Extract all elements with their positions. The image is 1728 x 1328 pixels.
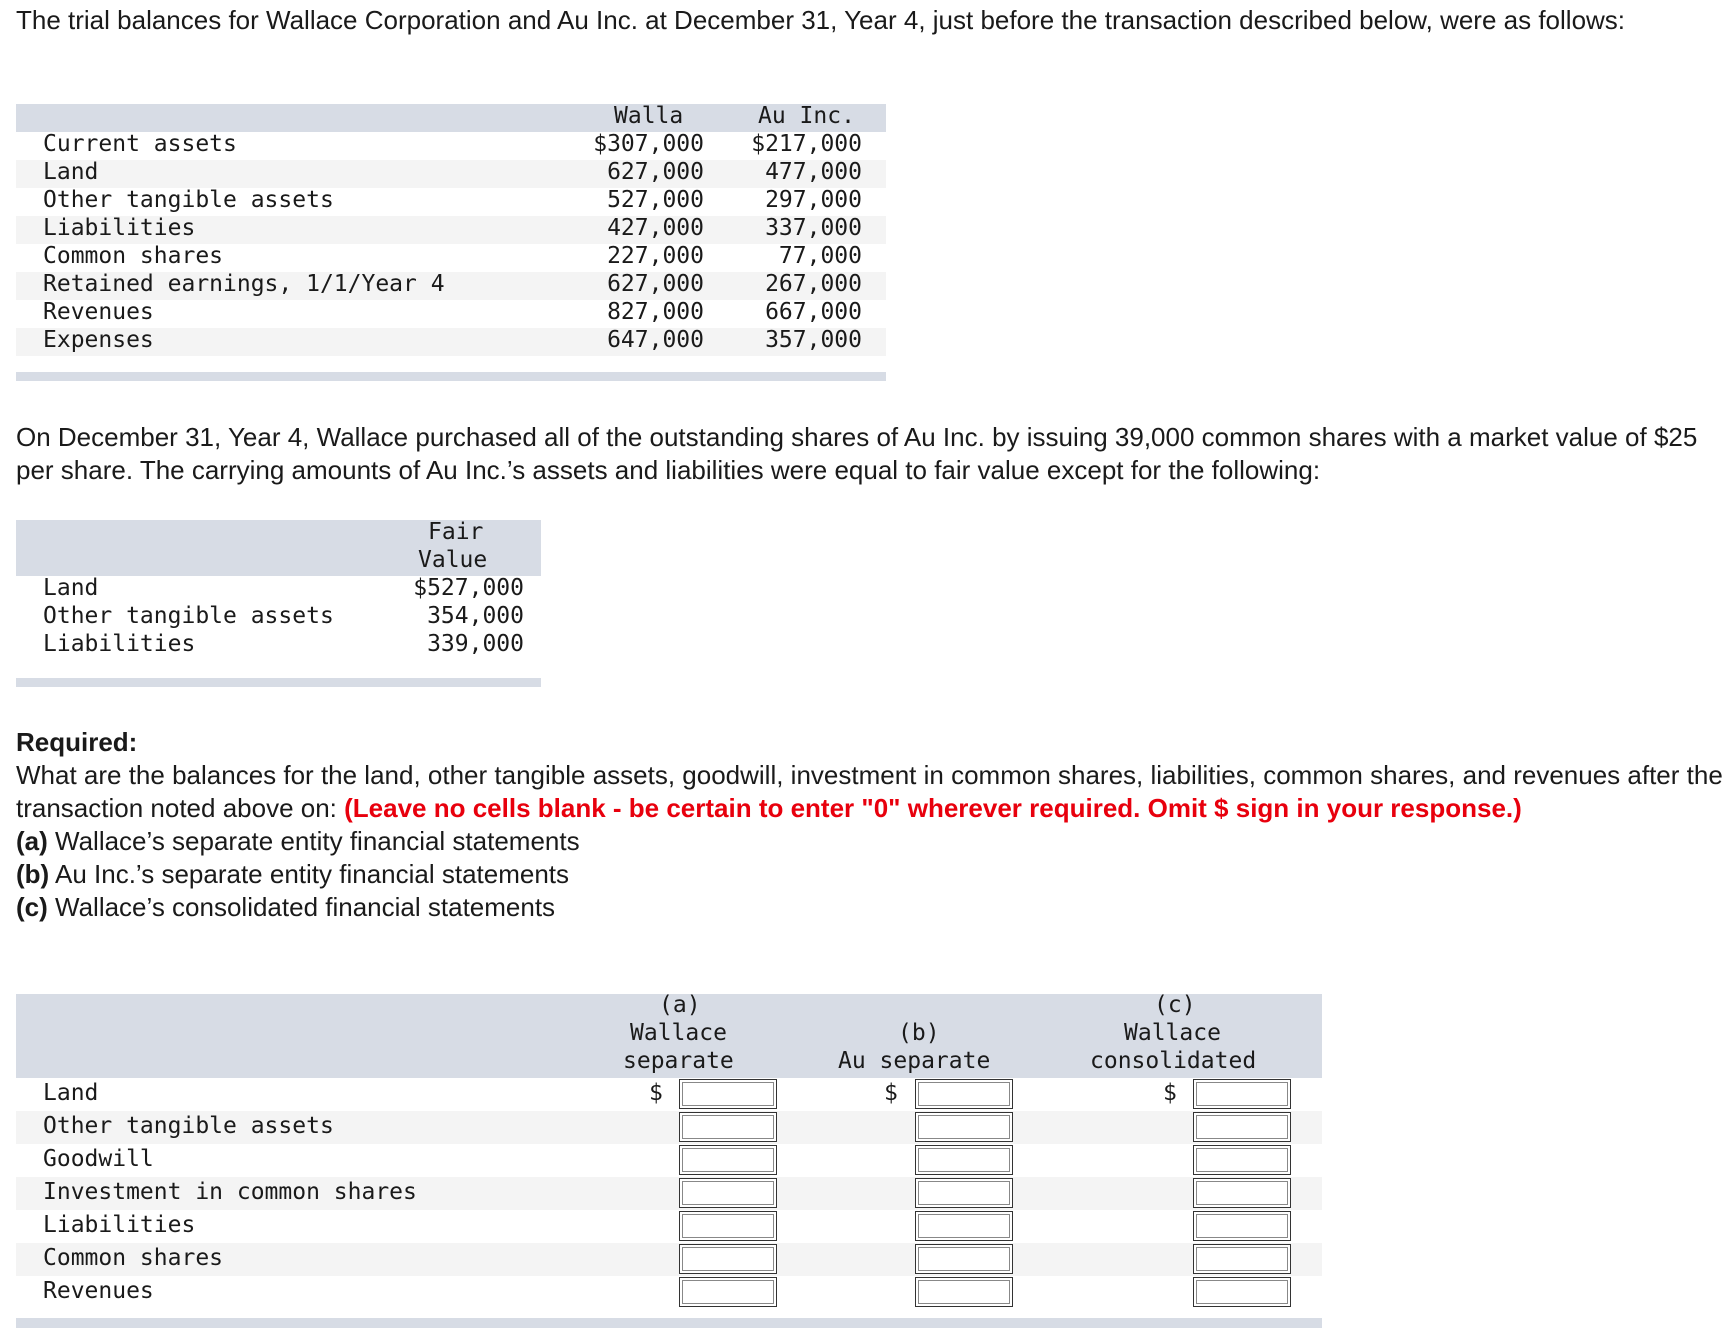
au-value: 477,000 (765, 159, 862, 185)
table-row (16, 1078, 1322, 1111)
input-c-liabilities[interactable] (1193, 1211, 1291, 1241)
purchase-text: On December 31, Year 4, Wallace purchased all of the outstanding shares of Au Inc. by issuing 39,000 common shares with a market value of $25 per share. The carrying amounts of Au Inc.’s assets and liabilities were equal to fair value except for the following: (16, 422, 1698, 485)
input-a-liabilities[interactable] (679, 1211, 777, 1241)
input-b-investment-in-common-shares[interactable] (915, 1178, 1013, 1208)
input-field-border (1196, 1082, 1288, 1106)
input-b-liabilities[interactable] (915, 1211, 1013, 1241)
row-label: Liabilities (43, 1212, 196, 1238)
input-field-border (1196, 1280, 1288, 1304)
input-a-land[interactable] (679, 1079, 777, 1109)
column-header-au: Au Inc. (758, 103, 855, 129)
fair-value-table (16, 520, 541, 687)
au-value: 357,000 (765, 327, 862, 353)
input-a-revenues[interactable] (679, 1277, 777, 1307)
column-header-wallace: Walla (614, 103, 684, 129)
row-label: Other tangible assets (43, 603, 334, 629)
row-label: Liabilities (43, 631, 196, 657)
wallace-value: 647,000 (607, 327, 704, 353)
input-c-investment-in-common-shares[interactable] (1193, 1178, 1291, 1208)
input-c-common-shares[interactable] (1193, 1244, 1291, 1274)
required-part-a: (a) Wallace’s separate entity financial statements (16, 826, 580, 856)
col-a-header-1: (a) (659, 992, 701, 1018)
required-part-c: (c) Wallace’s consolidated financial statements (16, 892, 556, 922)
dollar-sign: $ (884, 1080, 898, 1106)
wallace-value: 627,000 (607, 159, 704, 185)
answer-table (16, 994, 1322, 1328)
au-value: 337,000 (765, 215, 862, 241)
row-label: Current assets (43, 131, 237, 157)
input-b-land[interactable] (915, 1079, 1013, 1109)
input-b-revenues[interactable] (915, 1277, 1013, 1307)
input-field-border (918, 1148, 1010, 1172)
required-heading: Required: (16, 727, 138, 757)
dollar-sign: $ (1163, 1080, 1177, 1106)
input-field-border (918, 1082, 1010, 1106)
col-b-header-2: Au separate (838, 1048, 991, 1074)
row-label: Land (43, 1080, 99, 1106)
table-row (16, 1144, 1322, 1177)
row-label: Land (43, 575, 99, 601)
col-a-header-3: separate (623, 1048, 734, 1074)
row-label: Common shares (43, 243, 224, 269)
dollar-sign: $ (649, 1080, 663, 1106)
input-field-border (918, 1247, 1010, 1271)
input-field-border (918, 1115, 1010, 1139)
input-field-border (682, 1115, 774, 1139)
input-c-land[interactable] (1193, 1079, 1291, 1109)
trial-balance-table (16, 104, 886, 381)
wallace-value: 227,000 (607, 243, 704, 269)
wallace-value: 827,000 (607, 299, 704, 325)
table-row (16, 1210, 1322, 1243)
row-label: Common shares (43, 1245, 224, 1271)
row-label: Liabilities (43, 215, 196, 241)
input-field-border (1196, 1115, 1288, 1139)
table-footer-bar (16, 678, 541, 687)
input-field-border (918, 1280, 1010, 1304)
input-field-border (918, 1214, 1010, 1238)
row-label: Revenues (43, 299, 154, 325)
input-field-border (682, 1280, 774, 1304)
required-section (16, 726, 1728, 924)
input-a-investment-in-common-shares[interactable] (679, 1178, 777, 1208)
row-label: Other tangible assets (43, 1113, 334, 1139)
column-header-value: Value (418, 547, 488, 573)
col-a-header-2: Wallace (630, 1020, 727, 1046)
table-header-bar (16, 104, 886, 132)
input-field-border (1196, 1247, 1288, 1271)
au-value: 267,000 (765, 271, 862, 297)
col-c-header-3: consolidated (1090, 1048, 1257, 1074)
table-footer-bar (16, 372, 886, 381)
wallace-value: 427,000 (607, 215, 704, 241)
required-question: What are the balances for the land, other tangible assets, goodwill, investment in common shares, liabilities, common shares, and revenues after the transaction noted above on: (Leave no cells blank - be certain to enter "0" wherever required. Omit $ sign in your response.) (16, 760, 1723, 823)
row-label: Retained earnings, 1/1/Year 4 (43, 271, 445, 297)
input-b-goodwill[interactable] (915, 1145, 1013, 1175)
wallace-value: $307,000 (593, 131, 704, 157)
table-row (16, 1276, 1322, 1309)
col-c-header-1: (c) (1154, 992, 1196, 1018)
row-label: Revenues (43, 1278, 154, 1304)
input-a-common-shares[interactable] (679, 1244, 777, 1274)
wallace-value: 627,000 (607, 271, 704, 297)
input-a-goodwill[interactable] (679, 1145, 777, 1175)
col-b-header-1: (b) (898, 1020, 940, 1046)
au-value: $217,000 (751, 131, 862, 157)
row-label: Goodwill (43, 1146, 154, 1172)
row-label: Investment in common shares (43, 1179, 417, 1205)
input-field-border (1196, 1148, 1288, 1172)
input-field-border (918, 1181, 1010, 1205)
input-field-border (682, 1082, 774, 1106)
au-value: 297,000 (765, 187, 862, 213)
row-label: Expenses (43, 327, 154, 353)
input-a-other-tangible-assets[interactable] (679, 1112, 777, 1142)
required-instruction: (Leave no cells blank - be certain to enter "0" wherever required. Omit $ sign in your response.) (344, 793, 1522, 823)
au-value: 77,000 (778, 243, 862, 269)
fair-value: $527,000 (413, 575, 524, 601)
row-label: Land (43, 159, 99, 185)
row-label: Other tangible assets (43, 187, 334, 213)
input-c-other-tangible-assets[interactable] (1193, 1112, 1291, 1142)
required-part-b: (b) Au Inc.’s separate entity financial statements (16, 859, 570, 889)
input-field-border (1196, 1181, 1288, 1205)
input-b-other-tangible-assets[interactable] (915, 1112, 1013, 1142)
input-c-goodwill[interactable] (1193, 1145, 1291, 1175)
fair-value: 354,000 (427, 603, 524, 629)
input-c-revenues[interactable] (1193, 1277, 1291, 1307)
input-field-border (1196, 1214, 1288, 1238)
input-field-border (682, 1181, 774, 1205)
input-field-border (682, 1247, 774, 1271)
input-field-border (682, 1148, 774, 1172)
fair-value: 339,000 (427, 631, 524, 657)
table-row (16, 160, 886, 188)
wallace-value: 527,000 (607, 187, 704, 213)
input-b-common-shares[interactable] (915, 1244, 1013, 1274)
col-c-header-2: Wallace (1124, 1020, 1221, 1046)
au-value: 667,000 (765, 299, 862, 325)
input-field-border (682, 1214, 774, 1238)
column-header-fair: Fair (428, 519, 484, 545)
table-footer-bar (16, 1318, 1322, 1328)
intro-text: The trial balances for Wallace Corporation and Au Inc. at December 31, Year 4, just before the transaction described below, were as follows: (16, 5, 1626, 35)
